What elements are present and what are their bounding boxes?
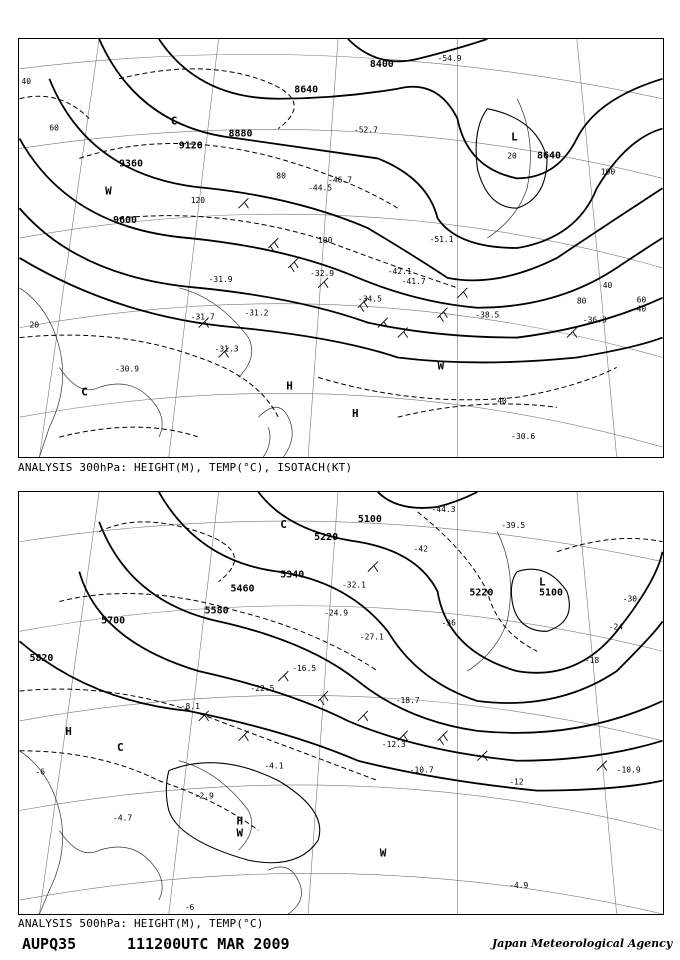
height-labels bbox=[29, 514, 563, 664]
temp-label: -44.5 bbox=[308, 183, 333, 193]
isotach-label: 100 bbox=[600, 167, 616, 177]
height-label: 5100 bbox=[539, 587, 563, 599]
pressure-centers bbox=[81, 115, 518, 421]
temp-label: -42.1 bbox=[387, 266, 412, 276]
isotach-label: 60 bbox=[636, 295, 647, 305]
temp-label: -31.3 bbox=[214, 344, 239, 354]
temperature-labels bbox=[115, 54, 607, 441]
high-center-label: H bbox=[236, 814, 244, 828]
high-center-label: H bbox=[351, 407, 359, 421]
temp-label: -52.7 bbox=[353, 125, 378, 135]
isotach-label: 20 bbox=[507, 151, 517, 161]
temp-label: -51.1 bbox=[429, 235, 454, 245]
isotherm-label: -6 bbox=[184, 903, 195, 913]
station-temp: -32.1 bbox=[341, 580, 366, 590]
temp-label: -34.5 bbox=[357, 294, 382, 304]
station-temp: -4.7 bbox=[113, 813, 133, 823]
isotach-label: 100 bbox=[318, 236, 333, 246]
map-300hpa-svg bbox=[18, 38, 664, 458]
temp-label: -30.9 bbox=[115, 364, 140, 374]
cold-center-label: C bbox=[170, 114, 178, 128]
low-center-label: L bbox=[539, 575, 546, 589]
isotach-label: 40 bbox=[21, 76, 32, 86]
graticule bbox=[20, 39, 663, 457]
agency-credit: Japan Meteorological Agency bbox=[492, 937, 673, 950]
height-label: 5700 bbox=[101, 615, 126, 627]
height-label: 5100 bbox=[357, 513, 382, 525]
station-temp: -2.9 bbox=[194, 791, 214, 801]
height-label: 9360 bbox=[119, 158, 143, 170]
temp-label: -31.9 bbox=[208, 274, 233, 284]
station-temp: -16.5 bbox=[292, 664, 317, 674]
warm-center-label: W bbox=[437, 359, 445, 373]
caption-500hpa: ANALYSIS 500hPa: HEIGHT(M), TEMP(°C) bbox=[18, 917, 264, 930]
cold-center-label: C bbox=[81, 385, 88, 399]
cold-center-label: C bbox=[280, 517, 287, 531]
isotach-label: 120 bbox=[190, 196, 206, 206]
isotach-label: 40 bbox=[636, 304, 647, 314]
station-temp: -10.9 bbox=[616, 765, 641, 775]
temp-label: -38.5 bbox=[475, 310, 500, 320]
analysis-300hpa-map bbox=[18, 38, 664, 458]
station-temp: -44.3 bbox=[431, 504, 456, 514]
isotach-label: 40 bbox=[602, 280, 613, 290]
height-label: 5580 bbox=[204, 605, 229, 617]
height-contours bbox=[20, 492, 663, 863]
height-label: 8640 bbox=[537, 150, 561, 162]
analysis-500hpa-map bbox=[18, 491, 664, 915]
height-label: 5820 bbox=[29, 653, 54, 665]
isotach-label: 80 bbox=[276, 171, 286, 181]
height-label: 5220 bbox=[314, 531, 339, 543]
station-temp: -8.1 bbox=[180, 701, 200, 711]
isotach-label: 40 bbox=[497, 396, 507, 406]
low-center-label: L bbox=[511, 130, 518, 144]
isotherm-label: -36 bbox=[441, 618, 456, 628]
station-temp: -10.7 bbox=[409, 765, 434, 775]
height-label: 9120 bbox=[178, 140, 203, 152]
high-center-label: H bbox=[286, 379, 293, 393]
isotach-label: 60 bbox=[49, 123, 59, 133]
warm-center-label: W bbox=[236, 826, 244, 840]
caption-300hpa: ANALYSIS 300hPa: HEIGHT(M), TEMP(°C), ISOTACH(KT) bbox=[18, 461, 353, 474]
isotachs bbox=[20, 69, 617, 437]
temp-label: -31.7 bbox=[190, 312, 215, 322]
warm-center-label: W bbox=[105, 184, 112, 198]
warm-center-label: W bbox=[379, 846, 387, 860]
temp-label: -31.2 bbox=[244, 308, 269, 318]
station-temp: -18.7 bbox=[395, 696, 420, 705]
wind-barbs bbox=[199, 198, 577, 357]
station-temp: -12.3 bbox=[381, 739, 406, 749]
station-temp: -4.9 bbox=[509, 881, 529, 891]
isotherm-label: -12 bbox=[509, 777, 524, 787]
height-label: 5460 bbox=[230, 583, 255, 595]
height-contours bbox=[20, 39, 663, 362]
temp-label: -54.9 bbox=[437, 53, 462, 63]
isotherm-label: -30 bbox=[622, 594, 638, 604]
height-label: 8880 bbox=[228, 128, 253, 140]
coastlines bbox=[20, 99, 531, 457]
temp-label: -32.9 bbox=[310, 268, 335, 278]
height-label: 8400 bbox=[369, 58, 394, 70]
map-500hpa-svg bbox=[18, 491, 664, 915]
temp-label: -46.7 bbox=[328, 175, 353, 185]
station-temp: -24.9 bbox=[324, 608, 349, 618]
height-label: 5220 bbox=[469, 587, 494, 599]
isotherm-label: -18 bbox=[584, 656, 600, 666]
station-temp: -22.5 bbox=[250, 684, 275, 694]
station-temp: -39.5 bbox=[501, 520, 526, 530]
height-labels bbox=[113, 59, 561, 226]
cold-center-label: C bbox=[117, 740, 124, 754]
isotherm-labels bbox=[35, 545, 637, 912]
height-label: 5340 bbox=[280, 569, 305, 581]
height-label: 8640 bbox=[294, 84, 319, 96]
temp-label: -30.6 bbox=[511, 432, 536, 442]
station-temp: -4.1 bbox=[264, 761, 284, 771]
valid-time: 111200UTC MAR 2009 bbox=[127, 935, 290, 953]
station-temp: -27.1 bbox=[359, 632, 384, 642]
chart-id: AUPQ35 bbox=[22, 935, 77, 953]
isotherm-label: -24 bbox=[608, 622, 624, 632]
isotach-label: 80 bbox=[576, 296, 587, 306]
temp-label: -36.3 bbox=[582, 315, 607, 325]
isotherm-label: -42 bbox=[413, 544, 429, 554]
isotherm-label: -6 bbox=[35, 767, 46, 777]
high-center-label: H bbox=[65, 724, 72, 738]
height-label: 9600 bbox=[113, 215, 138, 227]
isotherms bbox=[20, 512, 663, 830]
isotach-label: 20 bbox=[29, 320, 40, 330]
temp-label: -41.7 bbox=[401, 276, 426, 286]
